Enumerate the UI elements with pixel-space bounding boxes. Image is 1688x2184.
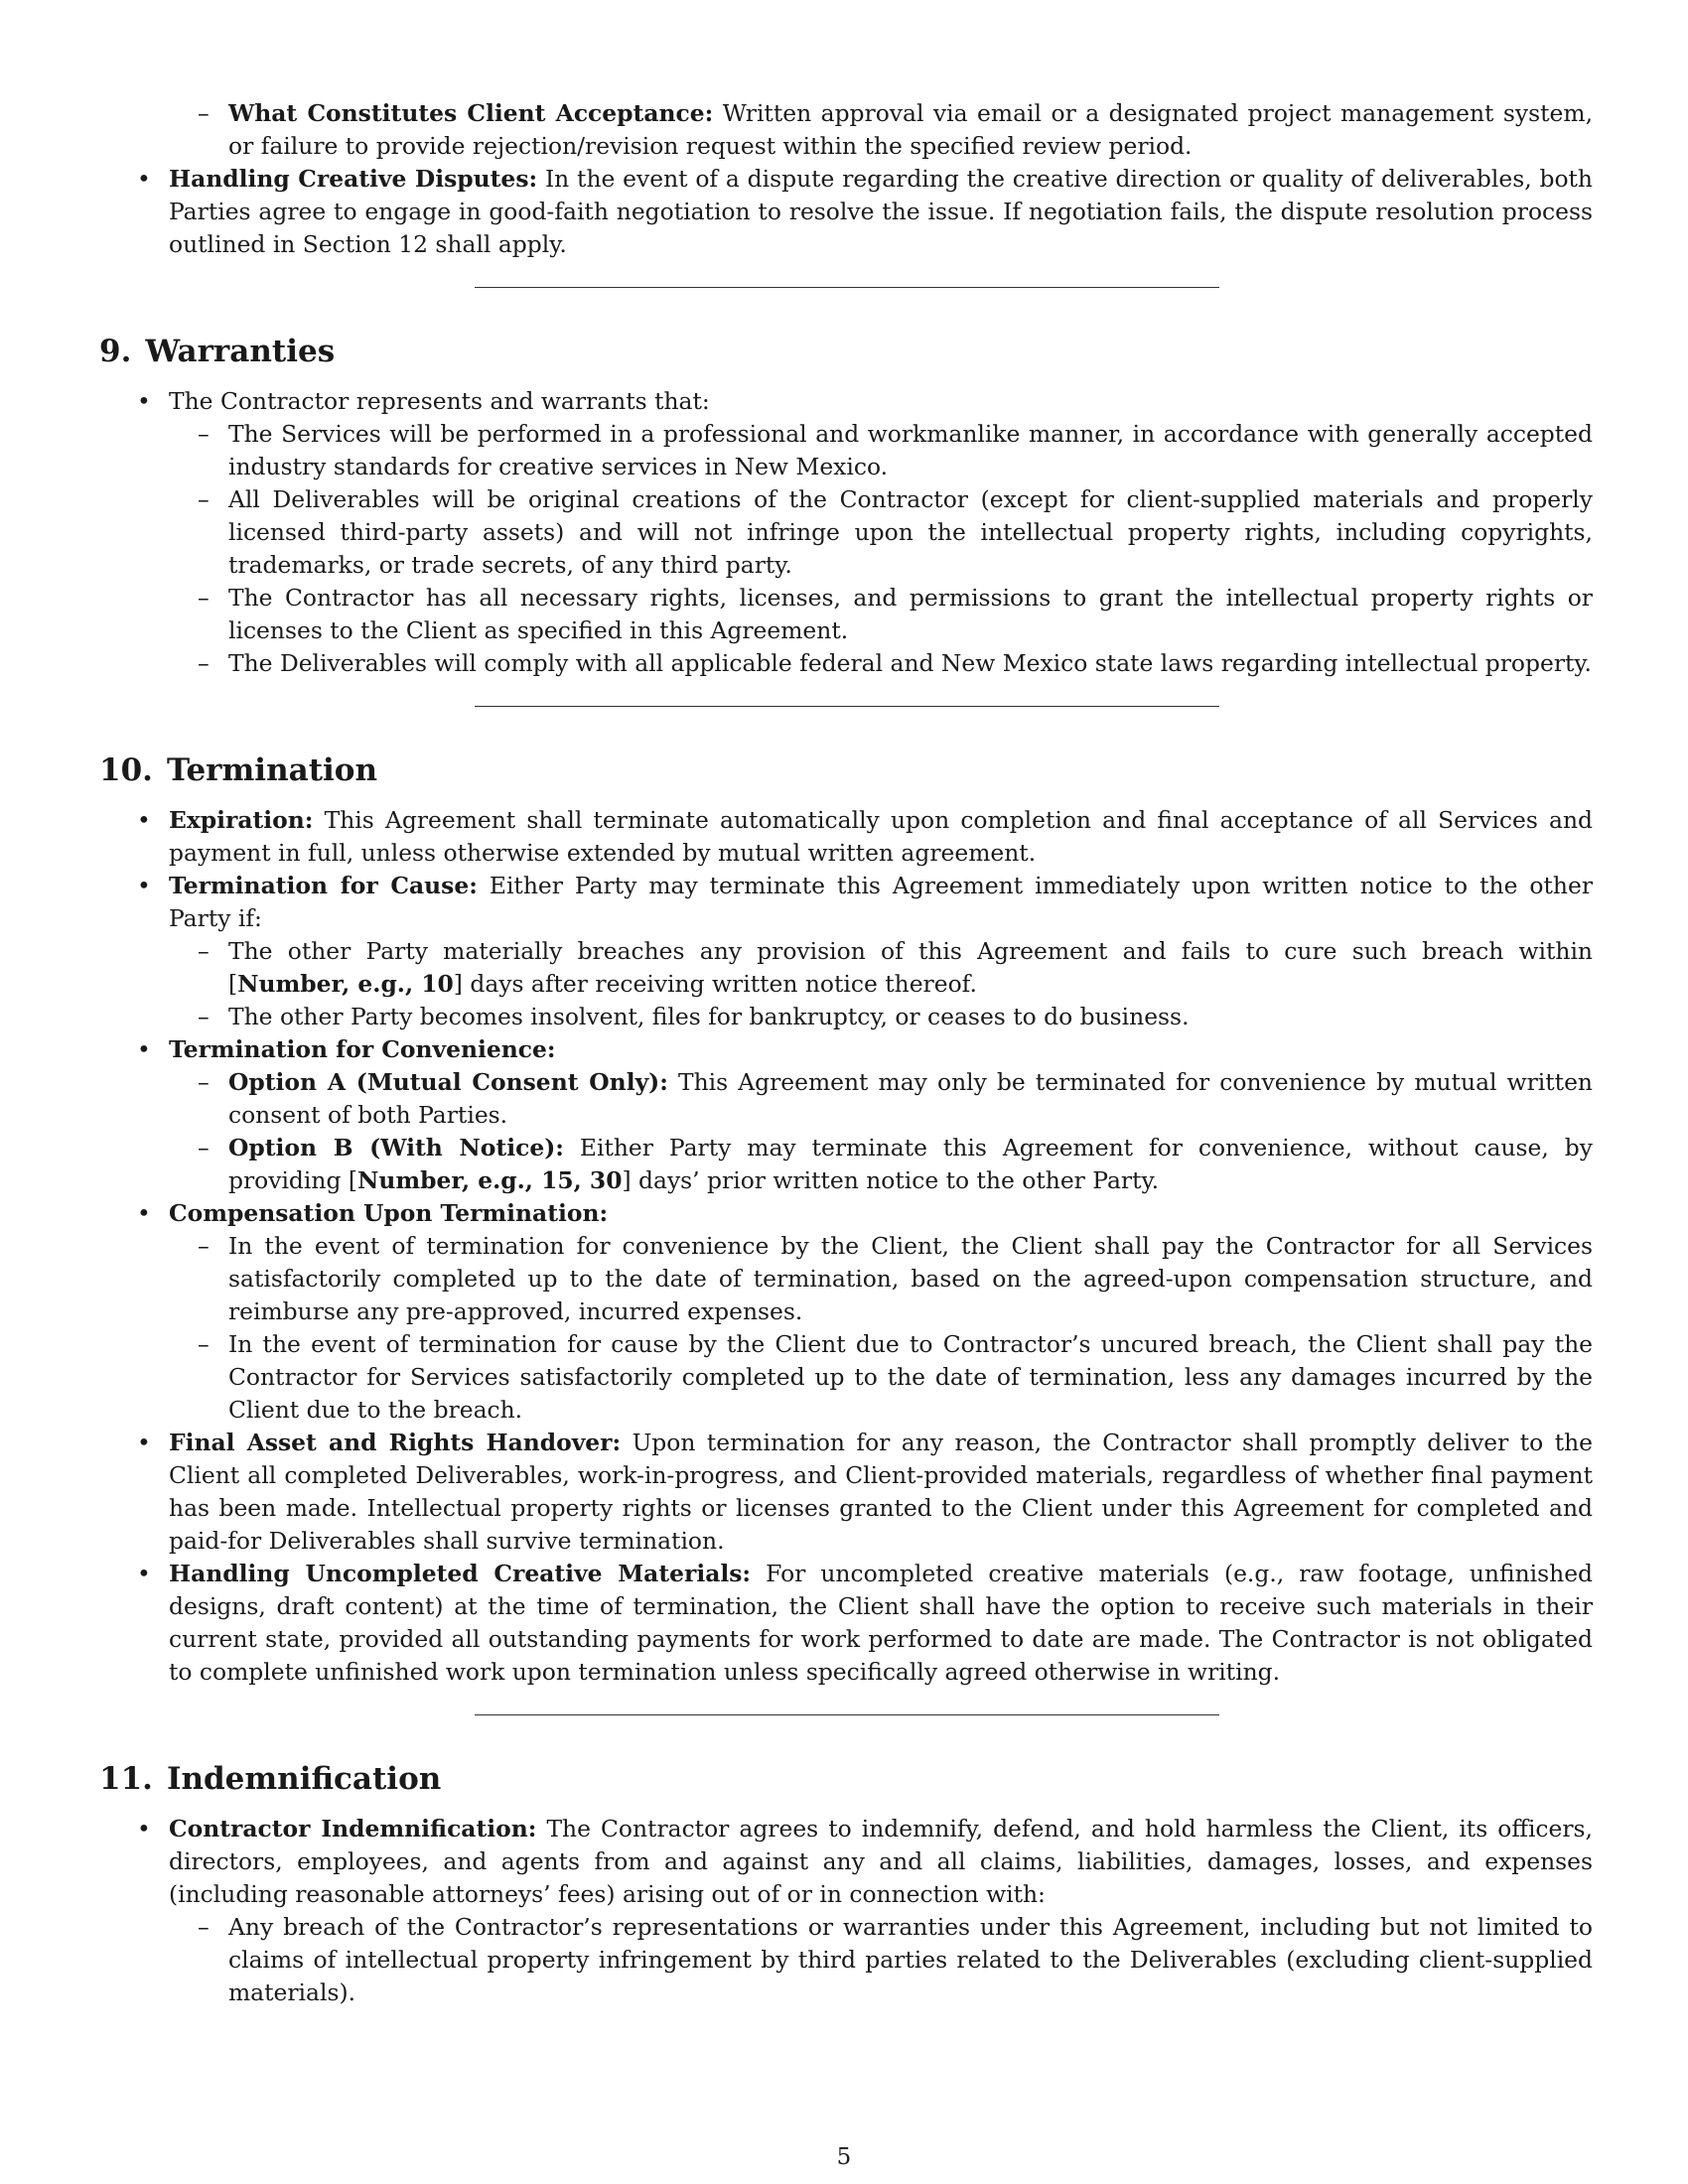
bullet-marker: • [137, 1199, 151, 1227]
item-label: Termination for Cause: [169, 872, 478, 899]
list-item [99, 870, 1593, 935]
bullet-marker: • [137, 1035, 151, 1063]
dash-marker: – [198, 420, 210, 448]
item-text: The Services will be performed in a professional and workmanlike manner, in accordance with generally accepted industry standards for creative services in New Mexico. [228, 420, 1593, 480]
section-heading-9 [99, 332, 1593, 371]
dash-marker: – [198, 1003, 210, 1030]
section10-list [99, 804, 1593, 1689]
item-text: The other Party materially breaches any provision of this Agreement and fails to cure such breach within [ [228, 937, 1593, 998]
list-item [99, 582, 1593, 647]
item-text: The Contractor agrees to indemnify, defend, and hold harmless the Client, its officers, directors, employees, and agents from and against any and all claims, liabilities, damages, losses, and expenses (including reasonable attorneys’ fees) arising out of or in connection with: [169, 1815, 1593, 1908]
dash-marker: – [198, 1134, 210, 1161]
section-divider [475, 706, 1219, 707]
item-text: This Agreement may only be terminated for convenience by mutual written consent of both Parties. [228, 1068, 1593, 1129]
list-item [99, 1066, 1593, 1132]
item-text: Upon termination for any reason, the Contractor shall promptly deliver to the Client all completed Deliverables, work-in-progress, and Client-provided materials, regardless of whether final payment has been made. Intellectual property rights or licenses granted to the Client under this Agreement for completed and paid-for Deliverables shall survive termination. [169, 1429, 1593, 1555]
item-text: The Contractor represents and warrants that: [169, 387, 710, 415]
bullet-marker: • [137, 1429, 151, 1456]
item-text: In the event of termination for convenience by the Client, the Client shall pay the Contractor for all Services satisfactorily completed up to the date of termination, based on the agreed-upon compensation structure, and reimburse any pre-approved, incurred expenses. [228, 1232, 1593, 1325]
list-item [99, 97, 1593, 163]
item-text: For uncompleted creative materials (e.g., raw footage, unfinished designs, draft content) at the time of termination, the Client shall have the option to receive such materials in their current state, provided all outstanding payments for work performed to date are made. The Contractor is not obligated to complete unfinished work upon termination unless specifically agreed otherwise in writing. [169, 1560, 1594, 1686]
placeholder-text: Number, e.g., 10 [237, 970, 454, 998]
item-text: ] days’ prior written notice to the other Party. [622, 1166, 1160, 1194]
section-number: 11. [99, 1761, 153, 1797]
list-item [99, 1328, 1593, 1427]
section-number: 9. [99, 334, 132, 369]
section-title: Warranties [145, 334, 336, 369]
dash-marker: – [198, 99, 210, 127]
dash-marker: – [198, 1232, 210, 1260]
list-item [99, 1911, 1593, 2009]
item-text: Either Party may terminate this Agreement for convenience, without cause, by providing [ [228, 1134, 1593, 1194]
list-item [99, 804, 1593, 870]
page-number: 5 [836, 2144, 852, 2170]
bullet-marker: • [137, 806, 151, 834]
section-number: 10. [99, 752, 153, 788]
item-text: The Contractor has all necessary rights, licenses, and permissions to grant the intellectual property rights or licenses to the Client as specified in this Agreement. [228, 584, 1593, 644]
document-page [99, 97, 1593, 2009]
item-label: Option A (Mutual Consent Only): [228, 1068, 668, 1096]
bullet-marker: • [137, 387, 151, 415]
section-heading-11 [99, 1759, 1593, 1799]
bullet-marker: • [137, 1560, 151, 1587]
section11-list [99, 1813, 1593, 2009]
list-item [99, 647, 1593, 680]
dash-marker: – [198, 937, 210, 965]
item-text: The Deliverables will comply with all applicable federal and New Mexico state laws regarding intellectual property. [228, 649, 1592, 677]
item-label: Handling Uncompleted Creative Materials: [169, 1560, 752, 1587]
item-label: Contractor Indemnification: [169, 1815, 537, 1843]
list-item [99, 1033, 1593, 1066]
item-text: Any breach of the Contractor’s representations or warranties under this Agreement, including but not limited to claims of intellectual property infringement by third parties related to the Deliverables (excluding client-supplied materials). [228, 1913, 1593, 2006]
list-item [99, 1132, 1593, 1197]
item-text: This Agreement shall terminate automatically upon completion and final acceptance of all Services and payment in full, unless otherwise extended by mutual written agreement. [169, 806, 1593, 867]
item-label: Compensation Upon Termination: [169, 1199, 609, 1227]
list-item [99, 1197, 1593, 1230]
dash-marker: – [198, 649, 210, 677]
bullet-marker: • [137, 872, 151, 899]
dash-marker: – [198, 1913, 210, 1941]
dash-marker: – [198, 1330, 210, 1358]
section-divider [475, 287, 1219, 288]
bullet-marker: • [137, 1815, 151, 1843]
item-label: Handling Creative Disputes: [169, 165, 538, 193]
item-text: All Deliverables will be original creations of the Contractor (except for client-supplied materials and properly licensed third-party assets) and will not infringe upon the intellectual property rights, including copyrights, trademarks, or trade secrets, of any third party. [228, 485, 1593, 579]
item-text: Either Party may terminate this Agreement immediately upon written notice to the other Party if: [169, 872, 1593, 932]
list-item [99, 163, 1593, 261]
item-label: Expiration: [169, 806, 314, 834]
item-label: Option B (With Notice): [228, 1134, 564, 1161]
item-text: ] days after receiving written notice thereof. [453, 970, 977, 998]
section-divider [475, 1714, 1219, 1715]
section-title: Termination [166, 752, 378, 788]
dash-marker: – [198, 1068, 210, 1096]
placeholder-text: Number, e.g., 15, 30 [357, 1166, 623, 1194]
list-item [99, 1813, 1593, 1911]
item-text: In the event of termination for cause by the Client due to Contractor’s uncured breach, the Client shall pay the Contractor for Services satisfactorily completed up to the date of termination, less any damages incurred by the Client due to the breach. [228, 1330, 1593, 1424]
list-item [99, 1558, 1593, 1689]
section-title: Indemnification [166, 1761, 442, 1797]
list-item [99, 1001, 1593, 1033]
section-heading-10 [99, 751, 1593, 790]
list-item [99, 385, 1593, 418]
list-item [99, 1230, 1593, 1328]
item-text: In the event of a dispute regarding the creative direction or quality of deliverables, both Parties agree to engage in good-faith negotiation to resolve the issue. If negotiation fails, the dispute resolution process outlined in Section 12 shall apply. [169, 165, 1593, 258]
item-text: The other Party becomes insolvent, files for bankruptcy, or ceases to do business. [228, 1003, 1190, 1030]
list-item [99, 935, 1593, 1001]
item-label: Termination for Convenience: [169, 1035, 556, 1063]
item-label: What Constitutes Client Acceptance: [228, 99, 714, 127]
list-item [99, 418, 1593, 483]
dash-marker: – [198, 584, 210, 612]
section9-list [99, 385, 1593, 680]
list-item [99, 1427, 1593, 1558]
item-text: Written approval via email or a designated project management system, or failure to provide rejection/revision request within the specified review period. [228, 99, 1594, 160]
section8-continuation [99, 97, 1593, 261]
bullet-marker: • [137, 165, 151, 193]
list-item [99, 483, 1593, 582]
dash-marker: – [198, 485, 210, 513]
item-label: Final Asset and Rights Handover: [169, 1429, 622, 1456]
